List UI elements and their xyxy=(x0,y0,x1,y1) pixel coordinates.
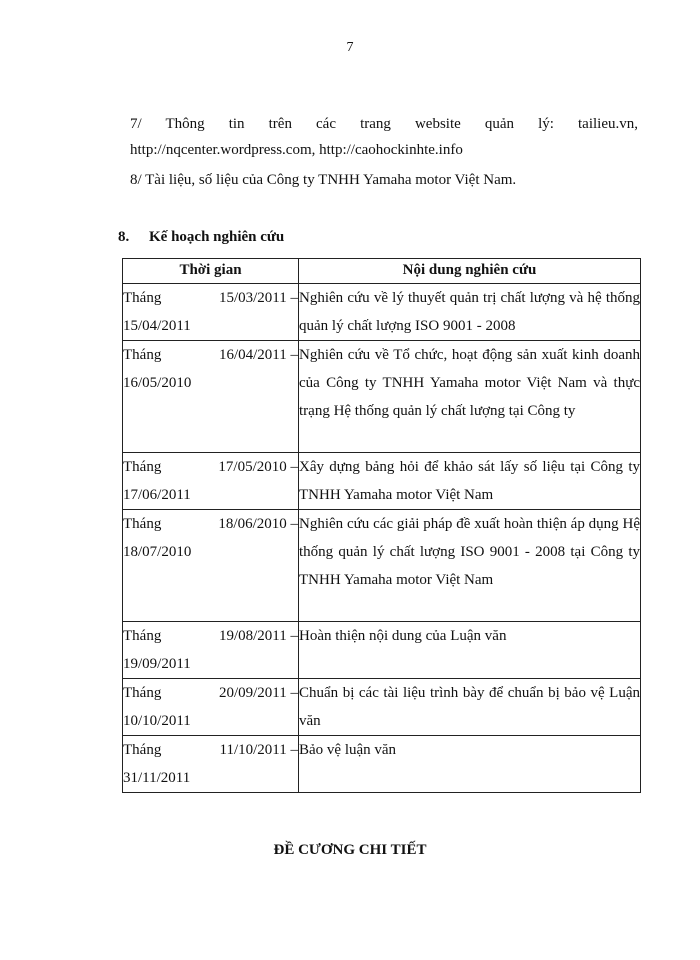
time-cell xyxy=(123,622,299,679)
content-cell: Chuẩn bị các tài liệu trình bày để chuẩn bị bảo vệ Luận văn xyxy=(299,679,641,736)
content-cell: Nghiên cứu các giải pháp đề xuất hoàn thiện áp dụng Hệ thống quản lý chất lượng ISO 9001 - 2008 tại Công ty TNHH Yamaha motor Việt Nam xyxy=(299,510,641,622)
table-row xyxy=(123,736,641,793)
header-content: Nội dung nghiên cứu xyxy=(299,259,641,284)
table-row xyxy=(123,679,641,736)
month-label: Tháng xyxy=(123,516,162,532)
start-date: 19/08/2011 – xyxy=(218,628,298,644)
table-row xyxy=(123,622,641,679)
table-row xyxy=(123,284,641,341)
start-date: 20/09/2011 – xyxy=(218,685,298,701)
table-row xyxy=(123,510,641,622)
time-cell xyxy=(123,510,299,622)
time-cell xyxy=(123,679,299,736)
research-plan-table xyxy=(122,258,641,793)
end-date: 16/05/2010 xyxy=(123,375,192,391)
section-heading xyxy=(118,229,284,246)
start-date: 17/05/2010 – xyxy=(218,459,298,475)
end-date: 19/09/2011 xyxy=(123,656,191,672)
table-row xyxy=(123,341,641,453)
start-date: 18/06/2010 – xyxy=(218,516,298,532)
content-cell: Xây dựng bảng hỏi để khảo sát lấy số liệu tại Công ty TNHH Yamaha motor Việt Nam xyxy=(299,453,641,510)
content-cell: Nghiên cứu về lý thuyết quản trị chất lượng và hệ thống quản lý chất lượng ISO 9001 - 2008 xyxy=(299,284,641,341)
month-label: Tháng xyxy=(123,628,162,644)
month-label: Tháng xyxy=(123,290,162,306)
time-cell xyxy=(123,341,299,453)
content-cell: Bảo vệ luận văn xyxy=(299,736,641,793)
start-date: 16/04/2011 – xyxy=(218,347,298,363)
reference-8: 8/ Tài liệu, số liệu của Công ty TNHH Yamaha motor Việt Nam. xyxy=(130,172,517,188)
section-title: Kế hoạch nghiên cứu xyxy=(149,229,285,245)
month-label: Tháng xyxy=(123,347,162,363)
page-number: 7 xyxy=(346,40,354,55)
month-label: Tháng xyxy=(123,742,162,758)
end-date: 31/11/2011 xyxy=(123,770,191,786)
time-cell xyxy=(123,736,299,793)
start-date: 15/03/2011 – xyxy=(218,290,298,306)
month-label: Tháng xyxy=(123,459,162,475)
header-time: Thời gian xyxy=(123,259,299,284)
reference-7: 7/ Thông tin trên các trang website quản lý: tailieu.vn, http://nqcenter.wordpress.com, http://caohockinhte.info xyxy=(130,116,638,158)
end-date: 18/07/2010 xyxy=(123,544,192,560)
table-header-row xyxy=(123,259,641,284)
end-date: 15/04/2011 xyxy=(123,318,191,334)
content-cell: Hoàn thiện nội dung của Luận văn xyxy=(299,622,641,679)
time-cell xyxy=(123,453,299,510)
table-row xyxy=(123,453,641,510)
detailed-outline-title: ĐỀ CƯƠNG CHI TIẾT xyxy=(273,842,427,858)
end-date: 10/10/2011 xyxy=(123,713,191,729)
content-cell: Nghiên cứu về Tổ chức, hoạt động sản xuất kinh doanh của Công ty TNHH Yamaha motor Việt Nam và thực trạng Hệ thống quản lý chất lượng tại Công ty xyxy=(299,341,641,453)
month-label: Tháng xyxy=(123,685,162,701)
time-cell xyxy=(123,284,299,341)
section-number: 8. xyxy=(118,229,130,245)
start-date: 11/10/2011 – xyxy=(219,742,298,758)
end-date: 17/06/2011 xyxy=(123,487,191,503)
